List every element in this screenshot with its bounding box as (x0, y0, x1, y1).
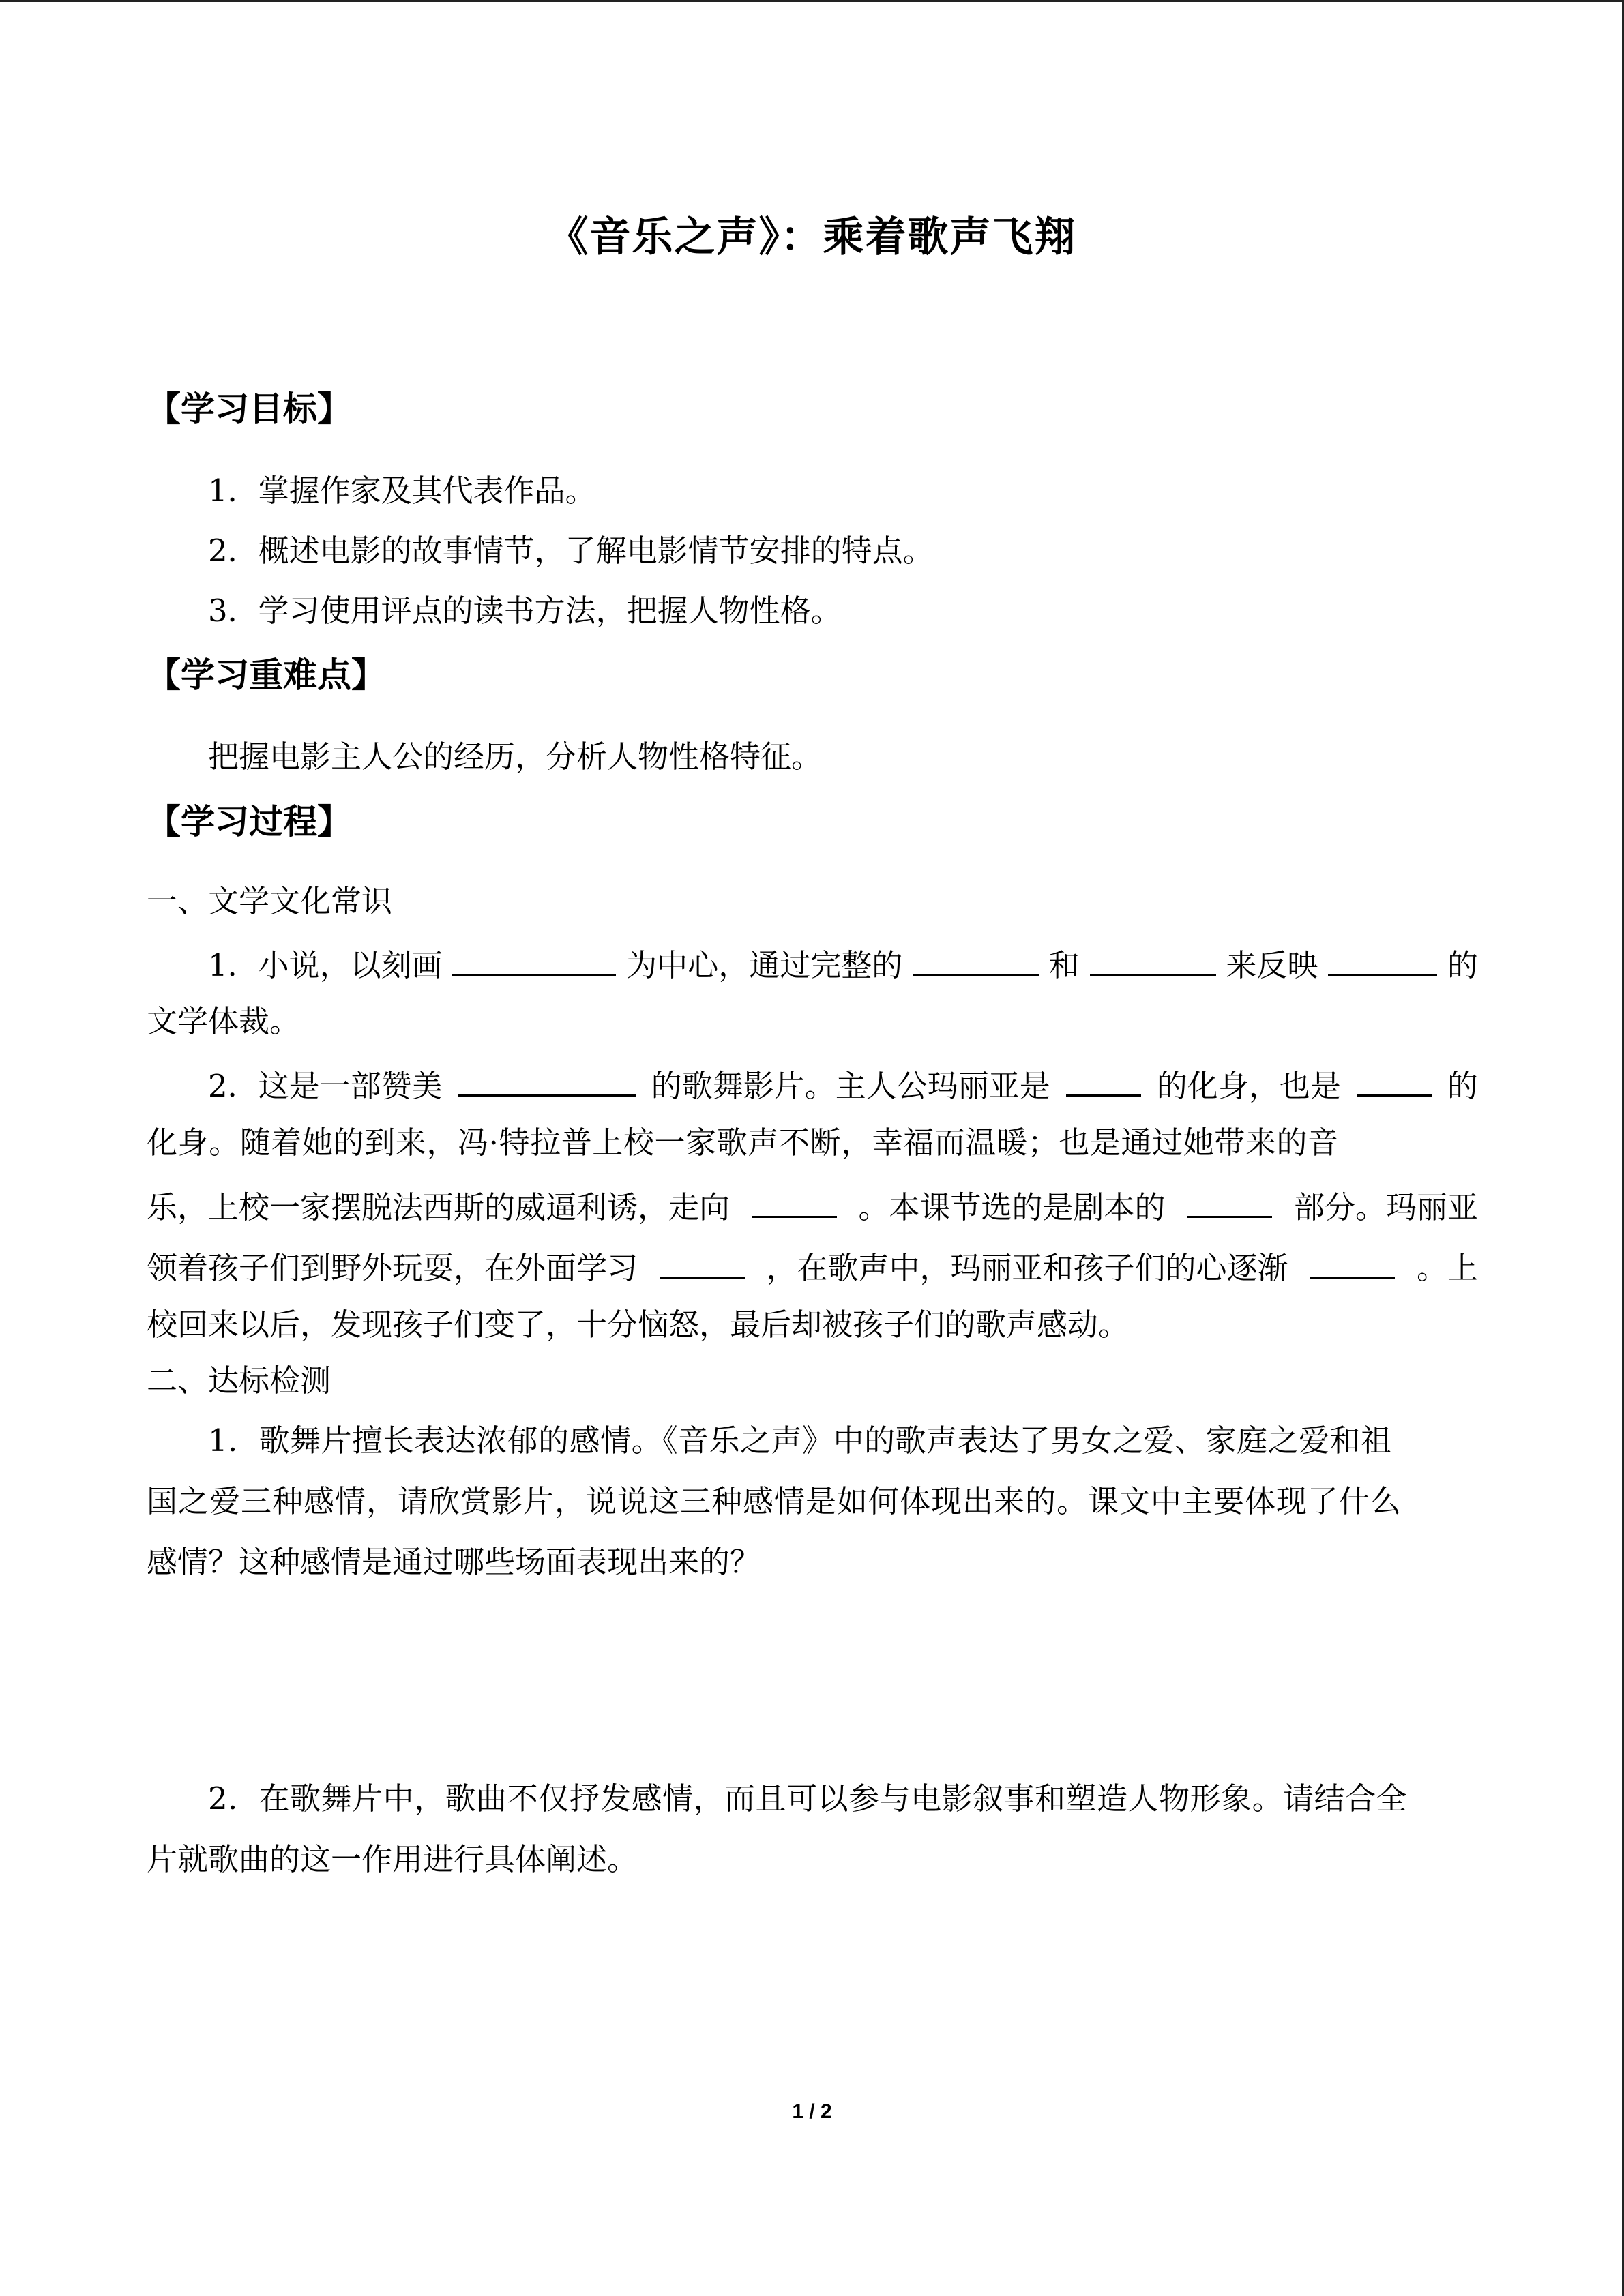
check-question-1-line-3: 感情？这种感情是通过哪些场面表现出来的？ (147, 1544, 761, 1580)
part2-heading: 二、达标检测 (147, 1362, 331, 1399)
question-text: 来反映 (1226, 947, 1318, 983)
answer-blank[interactable] (1310, 1244, 1395, 1279)
fill-question-2-line-3 (147, 1183, 1478, 1228)
check-question-2-line-1: 2．在歌舞片中，歌曲不仅抒发感情，而且可以参与电影叙事和塑造人物形象。请结合全 (208, 1780, 1408, 1817)
objective-item: 3．学习使用评点的读书方法，把握人物性格。 (208, 593, 842, 629)
question-text: 部分。玛丽亚 (1293, 1189, 1478, 1225)
question-text: 的歌舞影片。主人公玛丽亚是 (651, 1068, 1050, 1104)
process-heading: 【学习过程】 (147, 801, 351, 841)
fill-question-1-line-1 (208, 941, 1478, 986)
answer-blank[interactable] (752, 1183, 837, 1218)
question-text: 。本课节选的是剧本的 (858, 1189, 1166, 1225)
objective-item: 2．概述电影的故事情节，了解电影情节安排的特点。 (208, 533, 934, 569)
question-text: 1．小说，以刻画 (208, 947, 443, 983)
page-number: 1 / 2 (792, 2100, 832, 2123)
question-text: 的 (1447, 1068, 1478, 1104)
question-text: 领着孩子们到野外玩耍，在外面学习 (147, 1250, 638, 1286)
fill-question-1-line-2: 文学体裁。 (147, 1003, 301, 1039)
question-text: ，在歌声中，玛丽亚和孩子们的心逐渐 (766, 1250, 1288, 1286)
question-text: 的化身，也是 (1156, 1068, 1341, 1104)
answer-blank[interactable] (913, 941, 1039, 976)
question-text: 的 (1447, 947, 1478, 983)
answer-blank[interactable] (660, 1244, 745, 1279)
question-text: 和 (1048, 947, 1080, 983)
fill-question-2-line-2: 化身。随着她的到来，冯·特拉普上校一家歌声不断，幸福而温暖；也是通过她带来的音 (147, 1124, 1339, 1161)
check-question-2-line-2: 片就歌曲的这一作用进行具体阐述。 (147, 1841, 638, 1877)
check-question-1-line-1: 1．歌舞片擅长表达浓郁的感情。《音乐之声》中的歌声表达了男女之爱、家庭之爱和祖 (208, 1422, 1392, 1459)
question-text: 2．这是一部赞美 (208, 1068, 443, 1104)
answer-blank[interactable] (458, 1062, 636, 1097)
answer-blank[interactable] (1187, 1183, 1272, 1218)
answer-blank[interactable] (1328, 941, 1437, 976)
answer-blank[interactable] (1090, 941, 1216, 976)
fill-question-2-line-5: 校回来以后，发现孩子们变了，十分恼怒，最后却被孩子们的歌声感动。 (147, 1307, 1130, 1343)
question-text: 。上 (1416, 1250, 1478, 1286)
answer-blank[interactable] (1357, 1062, 1432, 1097)
question-text: 乐，上校一家摆脱法西斯的威逼利诱，走向 (147, 1189, 730, 1225)
fill-question-2-line-1 (208, 1062, 1478, 1107)
fill-question-2-line-4 (147, 1244, 1478, 1289)
part1-heading: 一、文学文化常识 (147, 883, 393, 919)
answer-blank[interactable] (1066, 1062, 1141, 1097)
key-points-heading: 【学习重难点】 (147, 655, 385, 695)
objective-item: 1．掌握作家及其代表作品。 (208, 473, 596, 509)
answer-blank[interactable] (452, 941, 616, 976)
objectives-heading: 【学习目标】 (147, 389, 351, 429)
top-border (0, 0, 1624, 2)
page-title: 《音乐之声》：乘着歌声飞翔 (547, 213, 1077, 261)
check-question-1-line-2: 国之爱三种感情，请欣赏影片，说说这三种感情是如何体现出来的。课文中主要体现了什么 (147, 1483, 1402, 1519)
question-text: 为中心，通过完整的 (626, 947, 903, 983)
key-points-text: 把握电影主人公的经历，分析人物性格特征。 (208, 739, 823, 775)
